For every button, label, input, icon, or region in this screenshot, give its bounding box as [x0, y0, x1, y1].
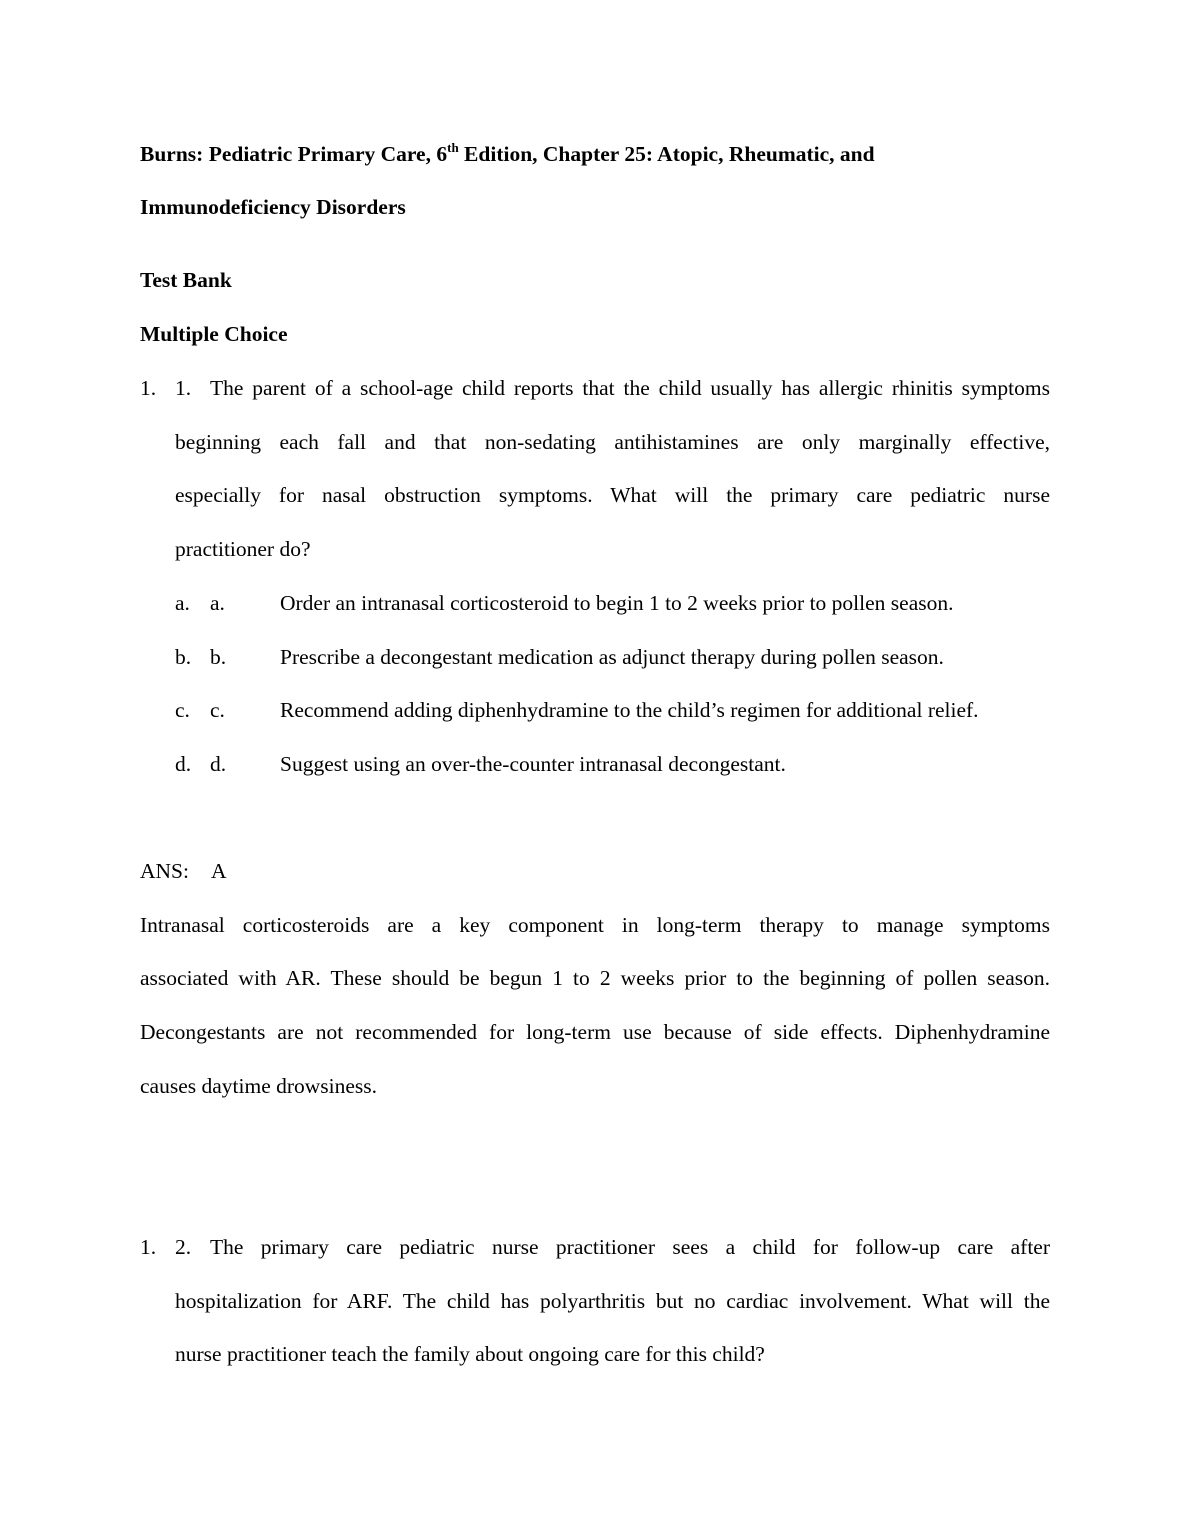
- option-inner-letter: d.: [210, 752, 227, 776]
- answer-value: A: [211, 859, 227, 883]
- option-text: Order an intranasal corticosteroid to begin 1 to 2 weeks prior to pollen season.: [280, 591, 954, 615]
- question-inner-number: 2.: [175, 1235, 192, 1259]
- rationale-line: causes daytime drowsiness.: [140, 1074, 378, 1098]
- question-stem-line: The parent of a school-age child reports that the child usually has allergic rhinitis symptoms: [210, 376, 1050, 400]
- question-stem-line: nurse practitioner teach the family about ongoing care for this child?: [175, 1342, 765, 1366]
- question-stem-line: The primary care pediatric nurse practitioner sees a child for follow-up care after: [210, 1235, 1050, 1259]
- option-inner-letter: c.: [210, 698, 225, 722]
- option-outer-letter: a.: [175, 591, 190, 615]
- question-stem-line: especially for nasal obstruction symptoms. What will the primary care pediatric nurse: [175, 483, 1050, 507]
- option-text: Prescribe a decongestant medication as adjunct therapy during pollen season.: [280, 645, 944, 669]
- title-text-continued: Edition, Chapter 25: Atopic, Rheumatic, and: [458, 142, 875, 166]
- rationale-line: associated with AR. These should be begun 1 to 2 weeks prior to the beginning of pollen season.: [140, 966, 1050, 990]
- question-stem-line: beginning each fall and that non-sedating antihistamines are only marginally effective,: [175, 430, 1050, 454]
- subsection-heading: Multiple Choice: [140, 322, 288, 346]
- title-text: Burns: Pediatric Primary Care, 6: [140, 142, 448, 166]
- option-text: Recommend adding diphenhydramine to the child’s regimen for additional relief.: [280, 698, 979, 722]
- document-title-line-1: [140, 142, 875, 167]
- section-heading: Test Bank: [140, 268, 232, 292]
- rationale-line: Decongestants are not recommended for long-term use because of side effects. Diphenhydramine: [140, 1020, 1050, 1044]
- option-inner-letter: a.: [210, 591, 225, 615]
- question-stem-line: hospitalization for ARF. The child has polyarthritis but no cardiac involvement. What will the: [175, 1289, 1050, 1313]
- rationale-line: Intranasal corticosteroids are a key component in long-term therapy to manage symptoms: [140, 913, 1050, 937]
- option-text: Suggest using an over-the-counter intranasal decongestant.: [280, 752, 786, 776]
- question-outer-number: 1.: [140, 376, 157, 400]
- option-outer-letter: b.: [175, 645, 192, 669]
- option-outer-letter: c.: [175, 698, 190, 722]
- question-inner-number: 1.: [175, 376, 192, 400]
- answer-label: ANS:: [140, 859, 189, 883]
- document-title-line-2: Immunodeficiency Disorders: [140, 195, 406, 219]
- option-inner-letter: b.: [210, 645, 227, 669]
- option-outer-letter: d.: [175, 752, 192, 776]
- question-stem-line: practitioner do?: [175, 537, 311, 561]
- question-outer-number: 1.: [140, 1235, 157, 1259]
- title-superscript: th: [447, 140, 459, 155]
